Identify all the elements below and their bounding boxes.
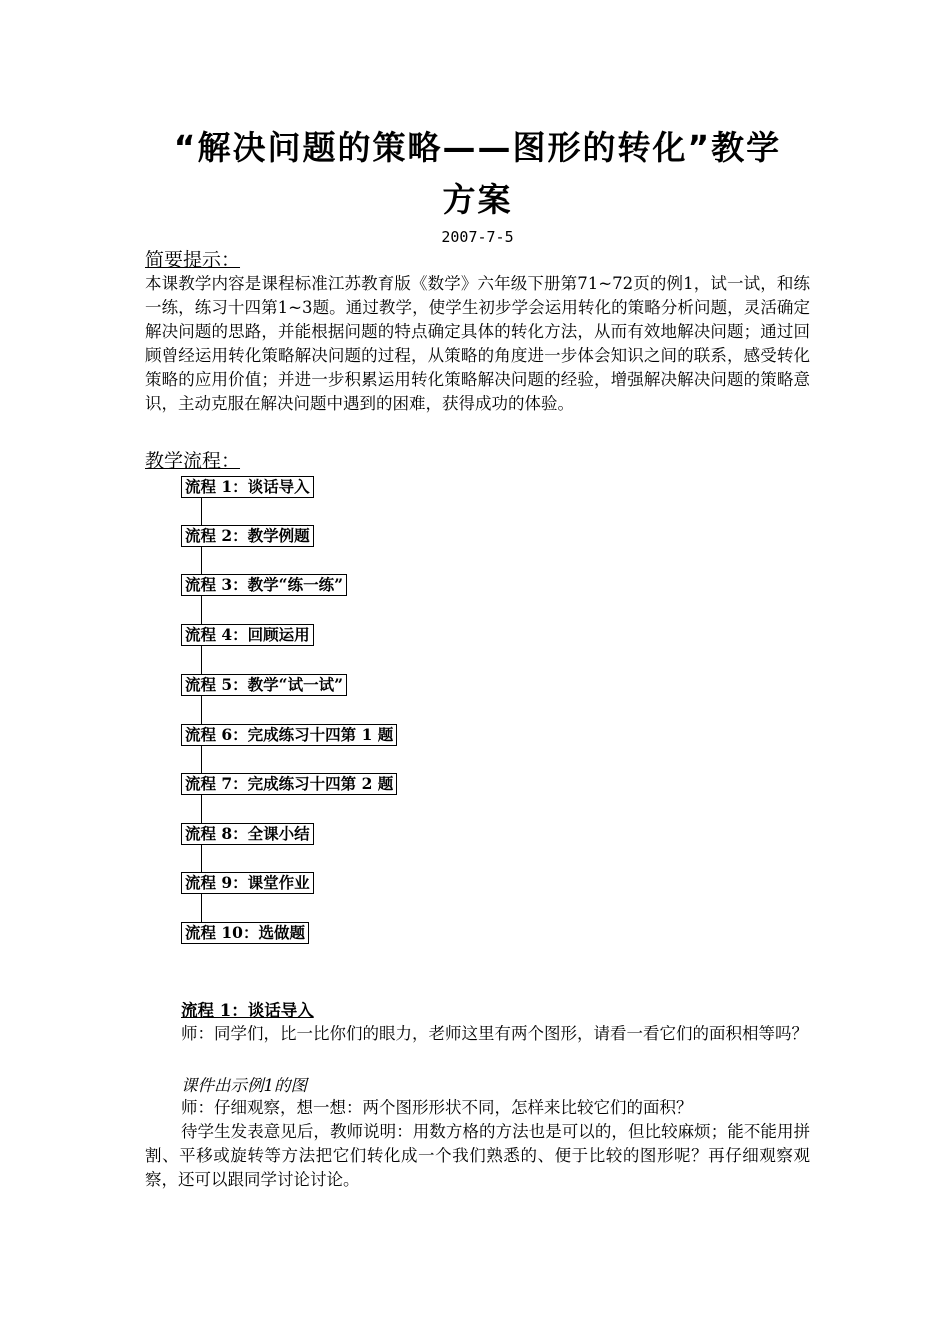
flow-step-1: 流程 1：谈话导入: [181, 476, 314, 498]
step1-paragraph-3: 待学生发表意见后，教师说明：用数方格的方法也是可以的，但比较麻烦；能不能用拼割、平移或旋转等方法把它们转化成一个我们熟悉的、便于比较的图形呢？再仔细观察观察，还可以跟同学讨论讨论。: [145, 1122, 810, 1189]
flow-step-9: 流程 9：课堂作业: [181, 872, 314, 894]
document-title-line1: “解决问题的策略——图形的转化”教学: [173, 128, 782, 167]
flow-step-8: 流程 8：全课小结: [181, 823, 314, 845]
flow-step-3: 流程 3：教学“练一练”: [181, 574, 347, 596]
flow-step-7: 流程 7：完成练习十四第 2 题: [181, 773, 397, 795]
step1-paragraph-2: 师：仔细观察，想一想：两个图形形状不同，怎样来比较它们的面积？: [181, 1098, 693, 1117]
document-date: 2007-7-5: [441, 228, 514, 246]
flow-step-6: 流程 6：完成练习十四第 1 题: [181, 724, 397, 746]
step1-paragraph-1: 师：同学们，比一比你们的眼力，老师这里有两个图形，请看一看它们的面积相等吗？: [181, 1024, 808, 1043]
flow-heading: 教学流程：: [145, 450, 241, 472]
flow-step-2: 流程 2：教学例题: [181, 525, 314, 547]
flow-step-10: 流程 10：选做题: [181, 922, 309, 944]
flow-step-4: 流程 4：回顾运用: [181, 624, 314, 646]
summary-text: 本课教学内容是课程标准江苏教育版《数学》六年级下册第71~72页的例1，试一试，和练一练，练习十四第1~3题。通过教学，使学生初步学会运用转化的策略分析问题，灵活确定解决问题的思路，并能根据问题的特点确定具体的转化方法，从而有效地解决问题；通过回顾曾经运用转化策略解决问题的过程，从策略的角度进一步体会知识之间的联系，感受转化策略的应用价值；并进一步积累运用转化策略解决问题的经验，增强解决解决问题的策略意识，主动克服在解决问题中遇到的困难，获得成功的体验。: [145, 274, 810, 413]
step1-note: 课件出示例1的图: [181, 1076, 307, 1095]
flow-step-5: 流程 5：教学“试一试”: [181, 674, 347, 696]
step1-heading: 流程 1：谈话导入: [181, 1001, 314, 1020]
summary-heading: 简要提示：: [145, 249, 241, 271]
document-title-line2: 方案: [442, 180, 513, 219]
